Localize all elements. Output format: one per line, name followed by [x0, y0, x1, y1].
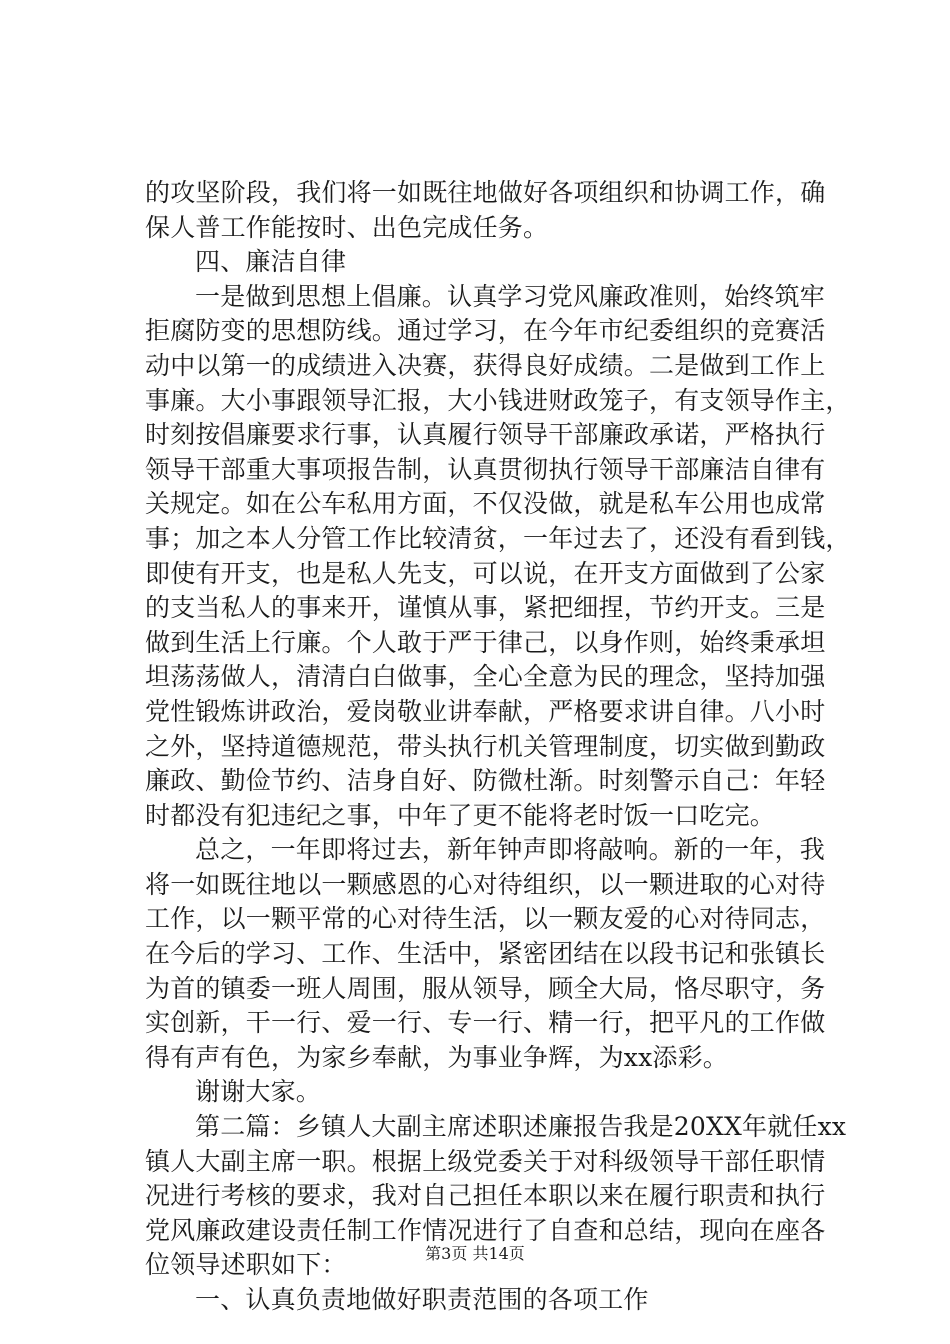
text-line: 保人普工作能按时、出色完成任务。	[145, 212, 549, 242]
text-line: 一、认真负责地做好职责范围的各项工作	[195, 1285, 649, 1314]
text-line: 坦荡荡做人，清清白白做事，全心全意为民的理念，坚持加强	[145, 662, 826, 692]
text-line: 即使有开支，也是私人先支，可以说，在开支方面做到了公家	[145, 558, 826, 588]
text-line: 得有声有色，为家乡奉献，为事业争辉，为xx添彩。	[145, 1042, 729, 1072]
text-line: 总之，一年即将过去，新年钟声即将敲响。新的一年，我	[195, 835, 826, 865]
text-line: 关规定。如在公车私用方面，不仅没做，就是私车公用也成常	[145, 489, 826, 519]
text-line: 谢谢大家。	[195, 1077, 322, 1107]
text-line: 实创新，干一行、爱一行、专一行、精一行，把平凡的工作做	[145, 1008, 826, 1038]
text-line: 时刻按倡廉要求行事，认真履行领导干部廉政承诺，严格执行	[145, 420, 826, 450]
document-body	[145, 176, 851, 1318]
text-line: 事；加之本人分管工作比较清贫，一年过去了，还没有看到钱，	[145, 523, 851, 553]
text-line: 为首的镇委一班人周围，服从领导，顾全大局，恪尽职守，务	[145, 973, 826, 1003]
text-line: 在今后的学习、工作、生活中，紧密团结在以段书记和张镇长	[145, 939, 826, 969]
text-line: 党风廉政建设责任制工作情况进行了自查和总结，现向在座各	[145, 1215, 826, 1245]
text-line: 一是做到思想上倡廉。认真学习党风廉政准则，始终筑牢	[195, 281, 826, 311]
text-line: 事廉。大小事跟领导汇报，大小钱进财政笼子，有支领导作主，	[145, 385, 851, 415]
text-line: 时都没有犯违纪之事，中年了更不能将老时饭一口吃完。	[145, 800, 776, 830]
text-line: 的攻坚阶段，我们将一如既往地做好各项组织和协调工作，确	[145, 178, 826, 207]
text-line: 况进行考核的要求，我对自己担任本职以来在履行职责和执行	[145, 1181, 826, 1211]
text-line: 的支当私人的事来开，谨慎从事，紧把细捏，节约开支。三是	[145, 593, 826, 623]
text-line: 之外，坚持道德规范，带头执行机关管理制度，切实做到勤政	[145, 731, 826, 761]
text-line: 廉政、勤俭节约、洁身自好、防微杜渐。时刻警示自己：年轻	[145, 766, 826, 796]
text-line: 将一如既往地以一颗感恩的心对待组织，以一颗进取的心对待	[145, 869, 826, 899]
text-line: 第二篇：乡镇人大副主席述职述廉报告我是20XX年就任xx	[195, 1112, 847, 1142]
text-line: 动中以第一的成绩进入决赛，获得良好成绩。二是做到工作上	[145, 350, 826, 380]
page-footer: 第3页 共14页	[425, 1244, 525, 1263]
text-line: 做到生活上行廉。个人敢于严于律己，以身作则，始终秉承坦	[145, 627, 826, 657]
text-line: 党性锻炼讲政治，爱岗敬业讲奉献，严格要求讲自律。八小时	[145, 696, 826, 726]
text-line: 领导干部重大事项报告制，认真贯彻执行领导干部廉洁自律有	[145, 454, 826, 484]
text-line: 镇人大副主席一职。根据上级党委关于对科级领导干部任职情	[145, 1146, 826, 1176]
text-line: 四、廉洁自律	[195, 247, 347, 277]
text-line: 位领导述职如下：	[145, 1250, 347, 1280]
text-line: 工作，以一颗平常的心对待生活，以一颗友爱的心对待同志，	[145, 904, 826, 934]
text-line: 拒腐防变的思想防线。通过学习，在今年市纪委组织的竞赛活	[145, 316, 826, 346]
